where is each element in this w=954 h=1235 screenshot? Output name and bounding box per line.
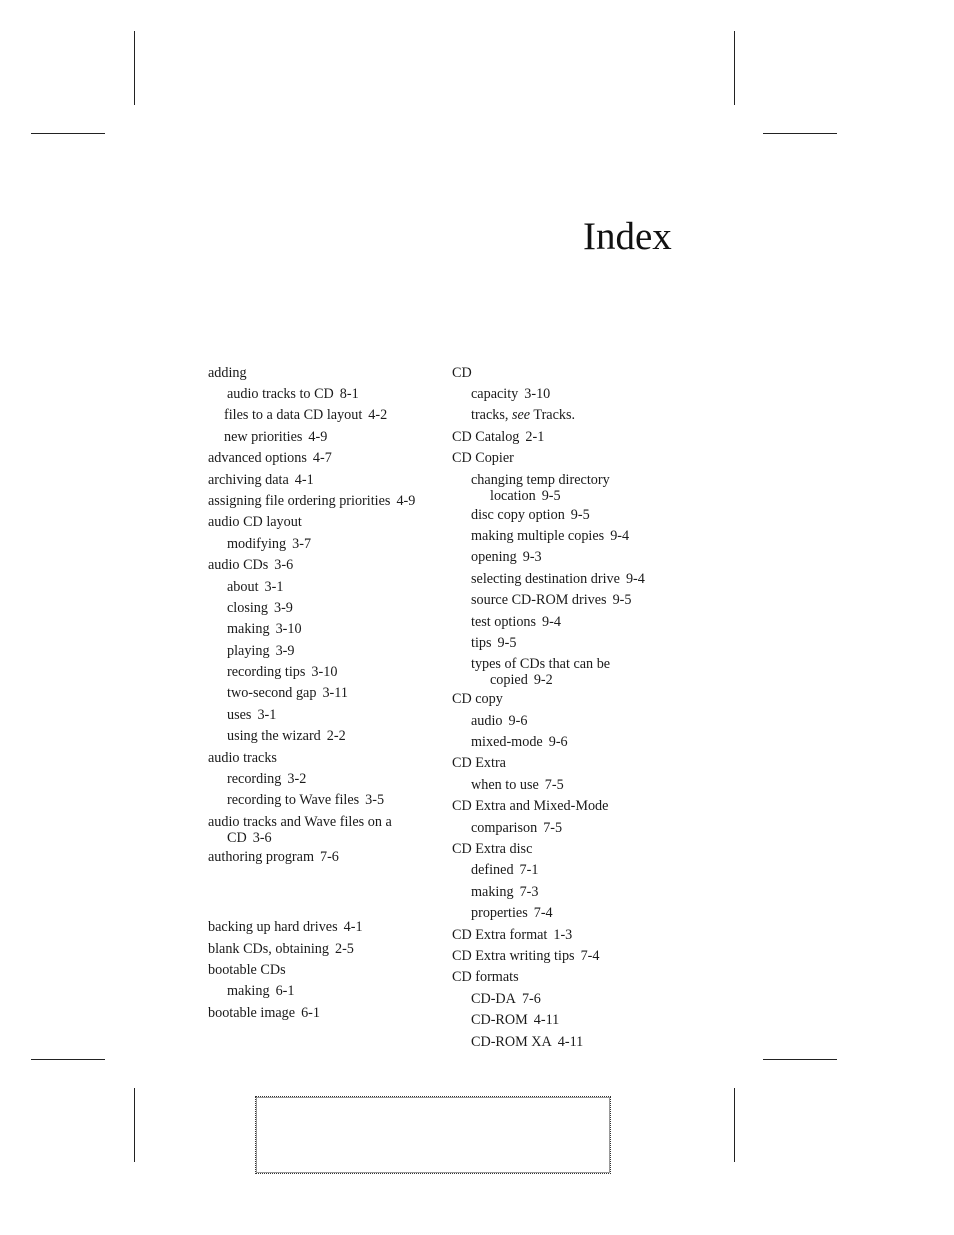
index-entry-text: modifying xyxy=(227,535,287,552)
index-entry-text: defined xyxy=(471,862,514,879)
index-entry xyxy=(208,555,443,576)
index-entry-text: CD-ROM xyxy=(471,1012,528,1029)
index-page-ref: 3-6 xyxy=(252,830,272,846)
index-subentry xyxy=(452,817,702,838)
crop-mark-bottom-left-vertical xyxy=(134,1088,135,1162)
index-subentry xyxy=(452,405,702,426)
index-entry xyxy=(208,811,443,846)
index-subentry xyxy=(452,632,702,653)
index-page-ref: 7-5 xyxy=(544,776,564,793)
index-entry-text: audio tracks to CD xyxy=(227,385,334,402)
index-entry xyxy=(452,362,702,383)
index-entry xyxy=(208,469,443,490)
index-column-left xyxy=(208,362,443,1024)
index-entry xyxy=(452,796,702,817)
index-entry-continuation xyxy=(208,830,443,846)
index-entry-text-continued: copied xyxy=(490,672,528,689)
index-page-ref: 6-1 xyxy=(301,1004,320,1021)
crop-mark-top-left-horizontal xyxy=(31,133,105,134)
index-entry xyxy=(452,967,702,988)
index-entry-text: files to a data CD layout xyxy=(224,407,363,424)
index-page-ref: 3-10 xyxy=(275,621,302,638)
index-page-ref: 7-6 xyxy=(521,990,541,1007)
index-page-ref: 7-6 xyxy=(319,848,339,865)
index-entry-text: when to use xyxy=(471,776,539,793)
index-entry-text: making xyxy=(471,883,514,900)
index-entry xyxy=(208,512,443,533)
index-entry-text: properties xyxy=(471,905,528,922)
index-entry-text: CD copy xyxy=(452,691,503,708)
index-subentry xyxy=(208,704,443,725)
index-entry xyxy=(452,945,702,966)
index-entry-text: uses xyxy=(227,706,252,723)
index-subentry xyxy=(452,469,702,504)
index-page-ref: 6-1 xyxy=(275,983,295,1000)
index-page-ref: 3-10 xyxy=(524,385,551,402)
index-entry-text: source CD-ROM drives xyxy=(471,592,607,609)
index-entry-text: CD Catalog xyxy=(452,428,520,445)
index-entry-text: capacity xyxy=(471,385,519,402)
index-subentry xyxy=(452,383,702,404)
index-entry xyxy=(208,448,443,469)
index-see-reference: see xyxy=(511,407,531,424)
index-entry-text: CD formats xyxy=(452,969,519,986)
index-page-ref: 4-1 xyxy=(343,919,363,936)
index-entry-text: audio tracks and Wave files on a xyxy=(208,813,392,830)
index-subentry xyxy=(452,1031,702,1052)
index-entry-line xyxy=(471,472,702,488)
index-subentry xyxy=(452,590,702,611)
index-entry xyxy=(208,362,443,383)
index-entry-text: blank CDs, obtaining xyxy=(208,940,329,957)
index-page-ref: 9-5 xyxy=(497,634,517,651)
crop-mark-bottom-right-horizontal xyxy=(763,1059,837,1060)
index-entry-text: CD Extra disc xyxy=(452,841,533,858)
index-entry xyxy=(208,846,443,867)
index-entry-text: opening xyxy=(471,549,517,566)
index-entry-text: bootable CDs xyxy=(208,961,286,978)
index-entry-text: two-second gap xyxy=(227,685,317,702)
index-entry-text: audio xyxy=(471,712,503,729)
index-page-ref: 3-1 xyxy=(257,706,277,723)
index-subentry xyxy=(208,426,443,447)
index-subentry xyxy=(208,405,443,426)
index-entry xyxy=(452,689,702,710)
index-entry-text: types of CDs that can be xyxy=(471,656,611,673)
index-entry-text: using the wizard xyxy=(227,728,321,745)
crop-mark-top-right-horizontal xyxy=(763,133,837,134)
index-page-ref: 3-11 xyxy=(322,685,348,702)
index-page-ref: 3-7 xyxy=(292,535,312,552)
index-entry xyxy=(452,426,702,447)
index-page-ref: 4-2 xyxy=(368,407,388,424)
index-entry xyxy=(452,753,702,774)
index-subentry xyxy=(452,860,702,881)
index-entry xyxy=(208,1002,443,1023)
index-page-ref: 9-6 xyxy=(508,712,528,729)
crop-mark-bottom-right-vertical xyxy=(734,1088,735,1162)
index-subentry xyxy=(452,881,702,902)
index-subentry xyxy=(208,533,443,554)
index-subentry xyxy=(452,774,702,795)
index-page-ref: 9-4 xyxy=(625,570,645,587)
index-entry xyxy=(452,838,702,859)
index-entry-text: disc copy option xyxy=(471,506,565,523)
index-entry-text: CD Copier xyxy=(452,450,514,467)
index-page-ref: 9-5 xyxy=(570,506,590,523)
index-page-ref: 9-2 xyxy=(533,672,553,689)
index-entry-text-continued: CD xyxy=(227,830,247,846)
index-entry-text: tips xyxy=(471,634,492,651)
index-entry-text: test options xyxy=(471,613,537,630)
index-entry-text-continued: location xyxy=(490,487,536,504)
index-subentry xyxy=(208,640,443,661)
index-entry-text: making multiple copies xyxy=(471,527,605,544)
index-entry-text: CD Extra xyxy=(452,755,506,772)
index-subentry xyxy=(452,988,702,1009)
index-subentry xyxy=(452,1010,702,1031)
index-entry-text: comparison xyxy=(471,819,538,836)
index-subentry xyxy=(208,768,443,789)
index-entry-text: recording xyxy=(227,771,282,788)
index-entry-text: CD Extra and Mixed-Mode xyxy=(452,798,609,815)
index-entry-line xyxy=(208,814,443,830)
index-entry-text: CD-ROM XA xyxy=(471,1033,552,1050)
index-subentry xyxy=(452,710,702,731)
index-subentry xyxy=(452,547,702,568)
index-page-ref: 7-4 xyxy=(580,947,600,964)
index-page-ref: 3-2 xyxy=(287,771,307,788)
index-entry-text: assigning file ordering priorities xyxy=(208,492,391,509)
index-entry xyxy=(208,490,443,511)
index-entry-text: making xyxy=(227,621,270,638)
index-entry-text: about xyxy=(227,578,259,595)
index-entry-text: archiving data xyxy=(208,471,289,488)
index-page-ref: 2-5 xyxy=(334,940,354,957)
index-page-ref: 3-10 xyxy=(311,664,338,681)
index-page-ref: 9-4 xyxy=(542,613,561,630)
index-page-ref: 3-5 xyxy=(365,792,385,809)
index-page-ref: 3-1 xyxy=(264,578,284,595)
index-page-ref: 4-11 xyxy=(557,1033,584,1050)
index-entry-text: backing up hard drives xyxy=(208,919,338,936)
index-entry-text: making xyxy=(227,983,270,1000)
index-subentry xyxy=(208,661,443,682)
index-page-ref: 3-6 xyxy=(274,557,294,574)
index-page-ref: 7-1 xyxy=(519,862,539,879)
index-page-ref: 8-1 xyxy=(339,385,359,402)
index-page-ref: 7-3 xyxy=(519,883,539,900)
index-subentry xyxy=(452,525,702,546)
index-entry xyxy=(452,924,702,945)
index-page-ref: 3-9 xyxy=(273,599,293,616)
crop-mark-top-right-vertical xyxy=(734,31,735,105)
crop-mark-top-left-vertical xyxy=(134,31,135,105)
index-page-ref: 9-6 xyxy=(548,734,568,751)
index-entry-text: recording to Wave files xyxy=(227,792,360,809)
index-page-ref: 2-2 xyxy=(326,728,346,745)
index-entry-text: advanced options xyxy=(208,450,307,467)
index-entry-text: tracks, xyxy=(471,407,512,424)
index-entry-text: audio CD layout xyxy=(208,514,302,531)
index-entry-text: CD Extra format xyxy=(452,926,548,943)
index-subentry xyxy=(208,726,443,747)
index-subentry xyxy=(452,611,702,632)
index-see-target: Tracks. xyxy=(530,407,576,424)
index-entry-text: changing temp directory xyxy=(471,471,610,488)
index-letter-gap xyxy=(208,868,443,917)
index-page-ref: 9-5 xyxy=(612,592,632,609)
index-entry xyxy=(208,917,443,938)
index-entry-text: audio tracks xyxy=(208,749,277,766)
index-subentry xyxy=(452,504,702,525)
index-entry xyxy=(208,747,443,768)
index-entry xyxy=(208,938,443,959)
crop-mark-bottom-left-horizontal xyxy=(31,1059,105,1060)
index-entry-text: selecting destination drive xyxy=(471,570,620,587)
index-entry-continuation xyxy=(471,488,702,504)
index-subentry xyxy=(208,576,443,597)
index-entry xyxy=(208,959,443,980)
index-subentry xyxy=(208,981,443,1002)
index-entry-continuation xyxy=(471,672,702,688)
index-entry-text: CD Extra writing tips xyxy=(452,947,575,964)
page-title: Index xyxy=(583,215,672,258)
index-entry-text: authoring program xyxy=(208,848,314,865)
index-subentry xyxy=(208,597,443,618)
index-page-ref: 4-7 xyxy=(312,450,332,467)
index-subentry xyxy=(208,383,443,404)
index-page-ref: 4-9 xyxy=(396,492,416,509)
index-entry-text: closing xyxy=(227,599,268,616)
index-column-right xyxy=(452,362,702,1052)
index-subentry xyxy=(208,790,443,811)
index-entry-text: playing xyxy=(227,642,270,659)
index-entry-text: bootable image xyxy=(208,1004,296,1021)
index-page-ref: 4-9 xyxy=(308,428,328,445)
index-subentry xyxy=(452,654,702,689)
index-entry-text: CD-DA xyxy=(471,990,516,1007)
index-page-ref: 7-4 xyxy=(533,905,553,922)
index-entry-text: mixed-mode xyxy=(471,734,543,751)
index-entry-text: new priorities xyxy=(224,428,303,445)
index-page-ref: 4-11 xyxy=(533,1012,560,1029)
index-entry-text: recording tips xyxy=(227,664,306,681)
index-page-ref: 1-3 xyxy=(553,926,573,943)
index-page-ref: 2-1 xyxy=(525,428,545,445)
index-page-ref: 4-1 xyxy=(294,471,314,488)
index-subentry xyxy=(452,731,702,752)
index-subentry xyxy=(208,619,443,640)
index-entry xyxy=(452,448,702,469)
index-entry-text: audio CDs xyxy=(208,557,269,574)
index-page-ref: 9-3 xyxy=(522,549,542,566)
index-subentry xyxy=(452,903,702,924)
index-page-ref: 3-9 xyxy=(275,642,295,659)
index-subentry xyxy=(208,683,443,704)
index-entry-line xyxy=(471,656,702,672)
index-entry-text: CD xyxy=(452,364,472,381)
index-subentry xyxy=(452,568,702,589)
index-entry-text: adding xyxy=(208,364,247,381)
index-page-ref: 9-4 xyxy=(610,527,630,544)
index-page-ref: 9-5 xyxy=(541,487,561,504)
index-page-ref: 7-5 xyxy=(543,819,563,836)
footer-placeholder-box xyxy=(255,1096,611,1174)
